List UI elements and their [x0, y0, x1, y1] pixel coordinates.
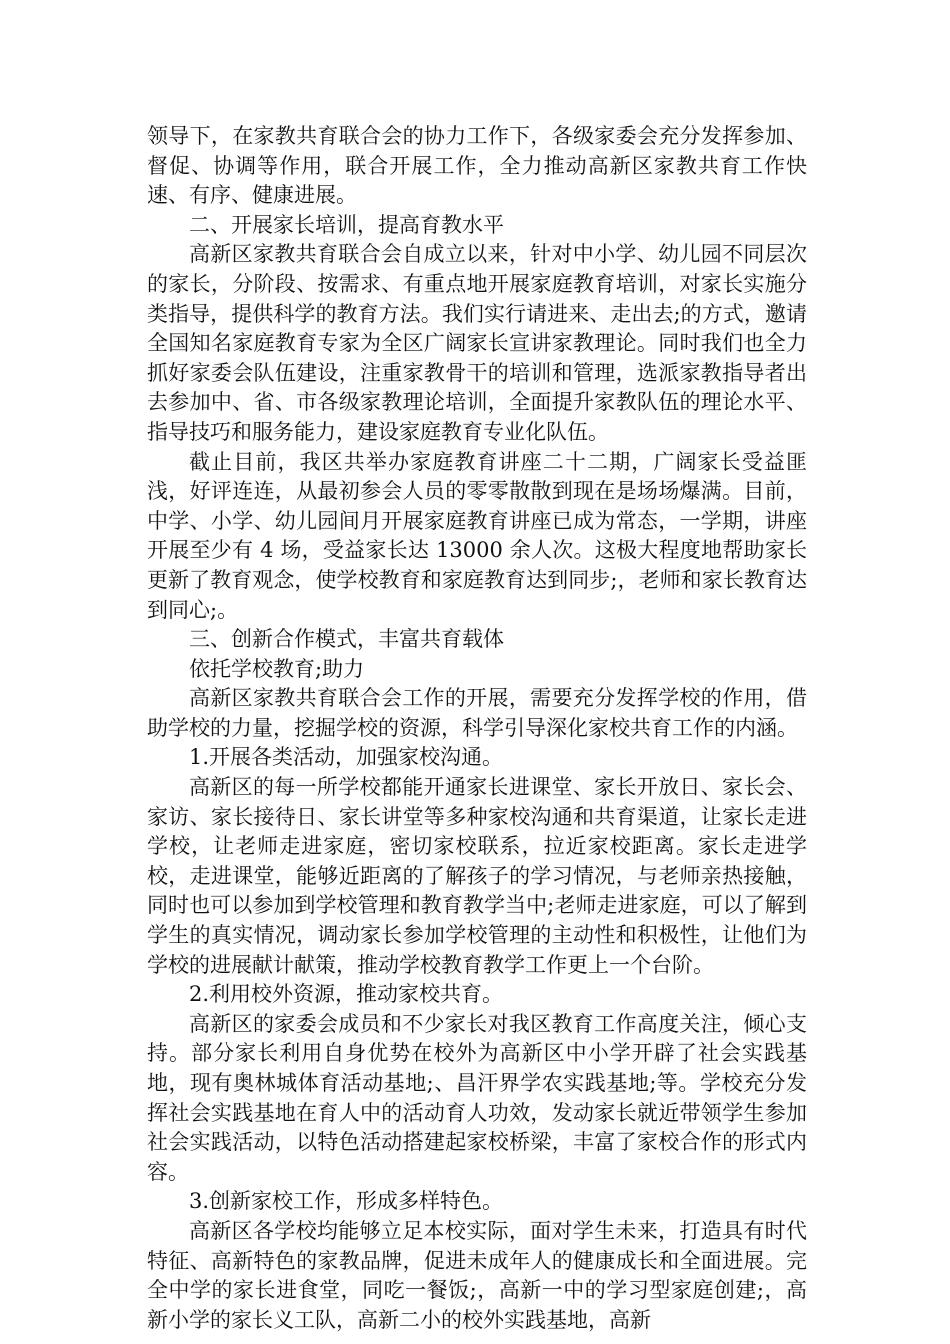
paragraph-resources: 高新区的家委会成员和不少家长对我区教育工作高度关注，倾心支持。部分家长利用自身优势在校外为高新区中小学开辟了社会实践基地，现有奥林城体育活动基地;、昌汗界学农实践基地;等。学校充分发挥社会实践基地在育人中的活动育人功效，发动家长就近带领学生参加社会实践活动，以特色活动搭建起家校桥梁，丰富了家校合作的形式内容。	[147, 1011, 807, 1184]
document-page	[147, 122, 807, 1335]
paragraph-innovation: 高新区各学校均能够立足本校实际，面对学生未来，打造具有时代特征、高新特色的家教品牌，促进未成年人的健康成长和全面进展。完全中学的家长进食堂，同吃一餐饭;，高新一中的学习型家庭创建;，高新小学的家长义工队，高新二小的校外实践基地，高新	[147, 1218, 807, 1332]
section-heading-3: 三、创新合作模式，丰富共育载体	[189, 627, 504, 652]
subsection-heading: 依托学校教育;助力	[189, 656, 365, 681]
paragraph-school-role: 高新区家教共育联合会工作的开展，需要充分发挥学校的作用，借助学校的力量，挖掘学校的资源，科学引导深化家校共育工作的内涵。	[147, 686, 807, 740]
paragraph-training: 高新区家教共育联合会自成立以来，针对中小学、幼儿园不同层次的家长，分阶段、按需求、有重点地开展家庭教育培训，对家长实施分类指导，提供科学的教育方法。我们实行请进来、走出去;的方式，邀请全国知名家庭教育专家为全区广阔家长宣讲家教理论。同时我们也全力抓好家委会队伍建设，注重家教骨干的培训和管理，选派家教指导者出去参加中、省、市各级家教理论培训，全面提升家教队伍的理论水平、指导技巧和服务能力，建设家庭教育专业化队伍。	[147, 242, 807, 444]
item-heading-1: 1.开展各类活动，加强家校沟通。	[189, 745, 504, 770]
section-heading-2: 二、开展家长培训，提高育教水平	[189, 212, 504, 237]
paragraph-activities: 高新区的每一所学校都能开通家长进课堂、家长开放日、家长会、家访、家长接待日、家长讲堂等多种家校沟通和共育渠道，让家长走进学校，让老师走进家庭，密切家校联系，拉近家校距离。家长走进学校，走进课堂，能够近距离的了解孩子的学习情况，与老师亲热接触，同时也可以参加到学校管理和教育教学当中;老师走进家庭，可以了解到学生的真实情况，调动家长参加学校管理的主动性和积极性，让他们为学校的进展献计献策，推动学校教育教学工作更上一个台阶。	[147, 775, 807, 977]
item-heading-3: 3.创新家校工作，形成多样特色。	[189, 1189, 504, 1214]
item-heading-2: 2.利用校外资源，推动家校共育。	[189, 982, 504, 1007]
paragraph-continued: 领导下，在家教共育联合会的协力工作下，各级家委会充分发挥参加、督促、协调等作用，联合开展工作，全力推动高新区家教共育工作快速、有序、健康进展。	[147, 124, 807, 208]
paragraph-lectures: 截止目前，我区共举办家庭教育讲座二十二期，广阔家长受益匪浅，好评连连，从最初参会人员的零零散散到现在是场场爆满。目前，中学、小学、幼儿园间月开展家庭教育讲座已成为常态，一学期，讲座开展至少有 4 场，受益家长达 13000 余人次。这极大程度地帮助家长更新了教育观念，使学校教育和家庭教育达到同步;，老师和家长教育达到同心;。	[147, 449, 807, 622]
